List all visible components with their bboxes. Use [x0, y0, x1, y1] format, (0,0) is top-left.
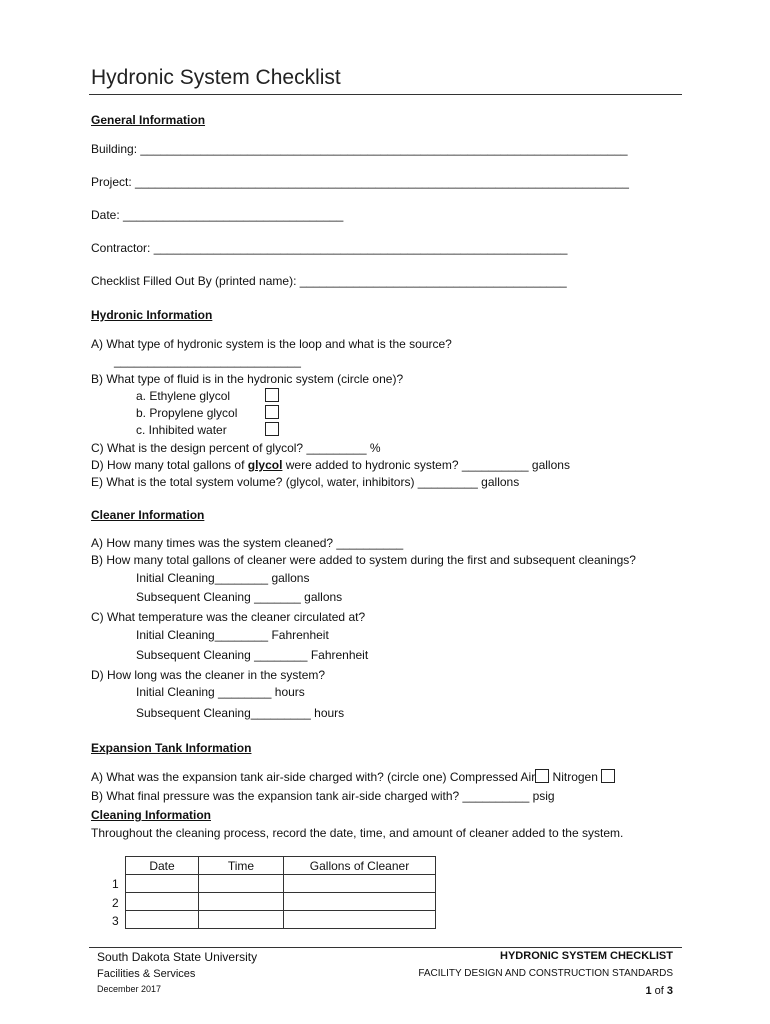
column-header-date: Date	[126, 857, 199, 875]
cleaner-c-initial[interactable]: Initial Cleaning________ Fahrenheit	[136, 628, 329, 642]
propylene-glycol-checkbox[interactable]	[265, 404, 279, 422]
nitrogen-label: Nitrogen	[552, 770, 598, 784]
cleaning-information-heading: Cleaning Information	[91, 808, 211, 822]
table-row	[126, 911, 436, 929]
fluid-option-propylene: b. Propylene glycol	[136, 406, 238, 420]
total-pages: 3	[666, 985, 673, 997]
hydronic-question-d[interactable]	[91, 458, 570, 472]
cleaner-question-b: B) How many total gallons of cleaner were added to system during the first and subsequent cleanings?	[91, 553, 636, 567]
contractor-field[interactable]: Contractor: ______________________________________________________________	[91, 241, 568, 255]
footer-organization: South Dakota State University	[97, 950, 258, 964]
general-information-heading: General Information	[91, 113, 206, 127]
hydronic-answer-a-blank[interactable]: ____________________________	[114, 354, 301, 368]
table-cell-date[interactable]	[126, 893, 199, 911]
column-header-gallons: Gallons of Cleaner	[284, 857, 436, 875]
row-number: 2	[112, 896, 119, 910]
table-cell-date[interactable]	[126, 875, 199, 893]
table-cell-date[interactable]	[126, 911, 199, 929]
cleaner-information-heading: Cleaner Information	[91, 508, 205, 522]
cleaner-question-d: D) How long was the cleaner in the system?	[91, 668, 326, 682]
expansion-question-a-text: A) What was the expansion tank air-side charged with? (circle one) Compressed Air	[91, 770, 536, 784]
table-cell-gallons[interactable]	[284, 911, 436, 929]
footer-divider	[89, 947, 682, 948]
expansion-question-b[interactable]: B) What final pressure was the expansion tank air-side charged with? __________ psig	[91, 789, 555, 803]
ethylene-glycol-checkbox[interactable]	[265, 387, 279, 405]
filled-by-field[interactable]: Checklist Filled Out By (printed name): ________________________________________	[91, 274, 567, 288]
row-number: 1	[112, 877, 119, 891]
cleaner-d-initial[interactable]: Initial Cleaning ________ hours	[136, 685, 305, 699]
expansion-tank-heading: Expansion Tank Information	[91, 741, 252, 755]
cleaner-d-subsequent[interactable]: Subsequent Cleaning_________ hours	[136, 706, 345, 720]
hydronic-question-e[interactable]: E) What is the total system volume? (glycol, water, inhibitors) _________ gallons	[91, 475, 520, 489]
table-cell-time[interactable]	[199, 875, 284, 893]
hydronic-question-c[interactable]: C) What is the design percent of glycol? _________ %	[91, 441, 381, 455]
table-cell-gallons[interactable]	[284, 875, 436, 893]
cleaner-b-initial[interactable]: Initial Cleaning________ gallons	[136, 571, 310, 585]
question-d-prefix: D) How many total gallons of	[91, 458, 248, 472]
table-row	[126, 893, 436, 911]
footer-standards: FACILITY DESIGN AND CONSTRUCTION STANDARDS	[418, 968, 673, 979]
project-field[interactable]: Project: __________________________________________________________________________	[91, 175, 629, 189]
cleaner-question-c: C) What temperature was the cleaner circulated at?	[91, 610, 366, 624]
hydronic-question-b: B) What type of fluid is in the hydronic system (circle one)?	[91, 372, 404, 386]
footer-page-number	[645, 985, 673, 997]
nitrogen-checkbox[interactable]	[601, 769, 615, 783]
cleaning-log-table	[125, 856, 436, 929]
cleaner-b-subsequent[interactable]: Subsequent Cleaning _______ gallons	[136, 590, 343, 604]
table-row	[126, 875, 436, 893]
current-page: 1	[645, 985, 652, 997]
inhibited-water-checkbox[interactable]	[265, 421, 279, 439]
page-of-label: of	[651, 985, 667, 997]
hydronic-question-a: A) What type of hydronic system is the loop and what is the source?	[91, 337, 452, 351]
footer-date: December 2017	[97, 984, 162, 994]
footer-department: Facilities & Services	[97, 968, 196, 980]
table-cell-time[interactable]	[199, 893, 284, 911]
expansion-question-a	[91, 769, 615, 784]
table-cell-time[interactable]	[199, 911, 284, 929]
table-header-row	[126, 857, 436, 875]
glycol-emphasis: glycol	[247, 458, 283, 472]
hydronic-information-heading: Hydronic Information	[91, 308, 213, 322]
row-number: 3	[112, 914, 119, 928]
fluid-option-ethylene: a. Ethylene glycol	[136, 389, 231, 403]
compressed-air-checkbox[interactable]	[535, 769, 549, 783]
title-divider	[89, 94, 682, 95]
cleaner-c-subsequent[interactable]: Subsequent Cleaning ________ Fahrenheit	[136, 648, 369, 662]
cleaner-question-a[interactable]: A) How many times was the system cleaned? __________	[91, 536, 404, 550]
cleaning-intro: Throughout the cleaning process, record the date, time, and amount of cleaner added to the system.	[91, 826, 624, 840]
footer-document-title: HYDRONIC SYSTEM CHECKLIST	[500, 950, 673, 962]
fluid-option-inhibited-water: c. Inhibited water	[136, 423, 227, 437]
date-field[interactable]: Date: _________________________________	[91, 208, 344, 222]
column-header-time: Time	[199, 857, 284, 875]
question-d-suffix: were added to hydronic system? __________ gallons	[282, 458, 570, 472]
page-title: Hydronic System Checklist	[91, 66, 341, 89]
building-field[interactable]: Building: _________________________________________________________________________	[91, 142, 628, 156]
table-cell-gallons[interactable]	[284, 893, 436, 911]
